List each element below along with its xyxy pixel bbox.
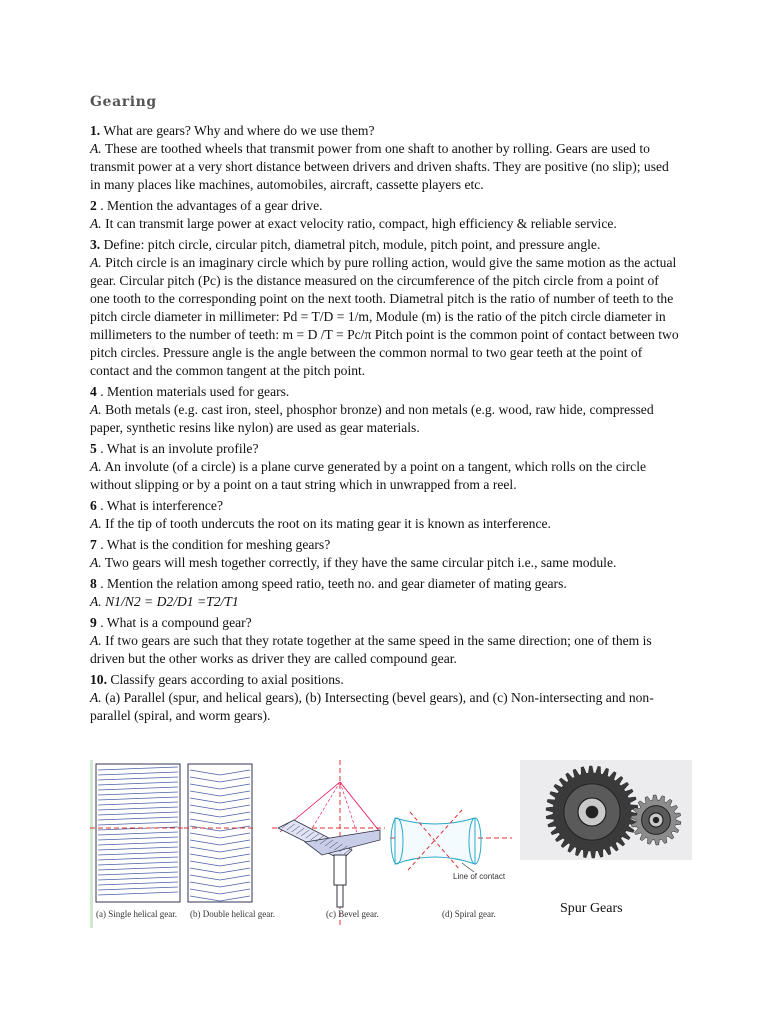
double-helical-gear-diagram [184,764,256,902]
document-body [90,94,680,728]
answer [90,554,680,572]
answer [90,689,680,725]
qa-item [90,236,680,380]
answer-text: It can transmit large power at exact velocity ratio, compact, high efficiency & reliable service. [105,216,617,231]
question [90,236,680,254]
answer-text: An involute (of a circle) is a plane curve generated by a point on a tangent, which rolls on the circle without slipping or by a point on a taut string which in unwrapped from a reel. [90,459,647,492]
answer-text: These are toothed wheels that transmit power from one shaft to another by rolling. Gears are used to transmit power at a very short distance between drivers and driven shafts. They are positive (no slip); used in many places like machines, automobiles, aircraft, cassette players etc. [90,141,669,192]
line-of-contact-label: Line of contact [453,872,506,881]
answer-text: Pitch circle is an imaginary circle which by pure rolling action, would give the same motion as the actual gear. Circular pitch (Pc) is the distance measured on the circumference of the pitch circle from a point of one tooth to the corresponding point on the next tooth. Diametral pitch is the ratio of number of teeth to the pitch circle diameter in millimeter: Pd = T/D = 1/m, Module (m) is the ratio of the pitch circle diameter in millimeters to the number of teeth: m = D /T = Pc/π Pitch point is the common point of contact between two pitch circles. Pressure angle is the angle between the common normal to two gear teeth at the point of contact and the common tangent at the pitch point. [90,255,679,378]
answer-label: A. [90,516,102,531]
question-text: . What is a compound gear? [100,615,252,630]
qa-item [90,575,680,611]
answer-label: A. [90,459,102,474]
qa-item [90,122,680,194]
answer [90,215,680,233]
caption-spiral: (d) Spiral gear. [442,909,496,919]
question-number: 10. [90,672,107,687]
page-title: Gearing [90,94,157,110]
question [90,671,680,689]
gear-types-diagram [90,760,515,930]
spur-gears-caption: Spur Gears [560,901,623,916]
answer-label: A. [90,216,102,231]
qa-item [90,197,680,233]
gear-figures [90,760,700,930]
answer-text: If the tip of tooth undercuts the root on its mating gear it is known as interference. [105,516,551,531]
answer-label: A. [90,255,102,270]
question-number: 4 [90,384,97,399]
answer-label: A. [90,633,102,648]
qa-item [90,614,680,668]
spur-gears-photo [520,760,692,860]
question-text: Define: pitch circle, circular pitch, diametral pitch, module, pitch point, and pressure angle. [103,237,601,252]
question [90,614,680,632]
qa-list [90,122,680,725]
question-number: 2 [90,198,97,213]
answer [90,140,680,194]
question-number: 9 [90,615,97,630]
spiral-gear-diagram [390,810,512,881]
question [90,497,680,515]
answer-text: Both metals (e.g. cast iron, steel, phosphor bronze) and non metals (e.g. wood, raw hide, compressed paper, synthetic resins like nylon) are used as gear materials. [90,402,654,435]
question [90,197,680,215]
answer-label: A. [90,690,102,705]
question [90,536,680,554]
qa-item [90,440,680,494]
answer-text: (a) Parallel (spur, and helical gears), (b) Intersecting (bevel gears), and (c) Non-intersecting and non-parallel (spiral, and worm gears). [90,690,654,723]
answer-label: A. [90,141,102,156]
question-text: . Mention the advantages of a gear drive. [100,198,323,213]
qa-item [90,536,680,572]
single-helical-gear-diagram [90,764,185,902]
question-text: What are gears? Why and where do we use them? [103,123,375,138]
question-text: . What is interference? [100,498,223,513]
question [90,122,680,140]
question-number: 5 [90,441,97,456]
question [90,440,680,458]
question-number: 3. [90,237,101,252]
question-text: . Mention materials used for gears. [100,384,290,399]
question [90,383,680,401]
answer [90,458,680,494]
caption-single-helical: (a) Single helical gear. [96,909,177,919]
answer [90,254,680,380]
answer-text: If two gears are such that they rotate together at the same speed in the same direction; one of them is driven but the other works as driver they are called compound gear. [90,633,652,666]
caption-bevel: (c) Bevel gear. [326,909,379,919]
question-text: Classify gears according to axial positions. [110,672,344,687]
question-text: . What is an involute profile? [100,441,259,456]
question-number: 1. [90,123,101,138]
answer [90,515,680,533]
answer-text: N1/N2 = D2/D1 =T2/T1 [105,594,239,609]
caption-double-helical: (b) Double helical gear. [190,909,275,919]
question-text: . Mention the relation among speed ratio, teeth no. and gear diameter of mating gears. [100,576,567,591]
qa-item [90,383,680,437]
question [90,575,680,593]
answer [90,632,680,668]
question-number: 8 [90,576,97,591]
answer-text: Two gears will mesh together correctly, if they have the same circular pitch i.e., same module. [104,555,617,570]
answer [90,593,680,611]
qa-item [90,497,680,533]
bevel-gear-diagram [272,760,385,925]
answer-label: A. [90,402,102,417]
answer-label: A. [90,555,102,570]
qa-item [90,671,680,725]
question-text: . What is the condition for meshing gears? [100,537,331,552]
question-number: 6 [90,498,97,513]
answer-label: A. [90,594,102,609]
answer [90,401,680,437]
question-number: 7 [90,537,97,552]
